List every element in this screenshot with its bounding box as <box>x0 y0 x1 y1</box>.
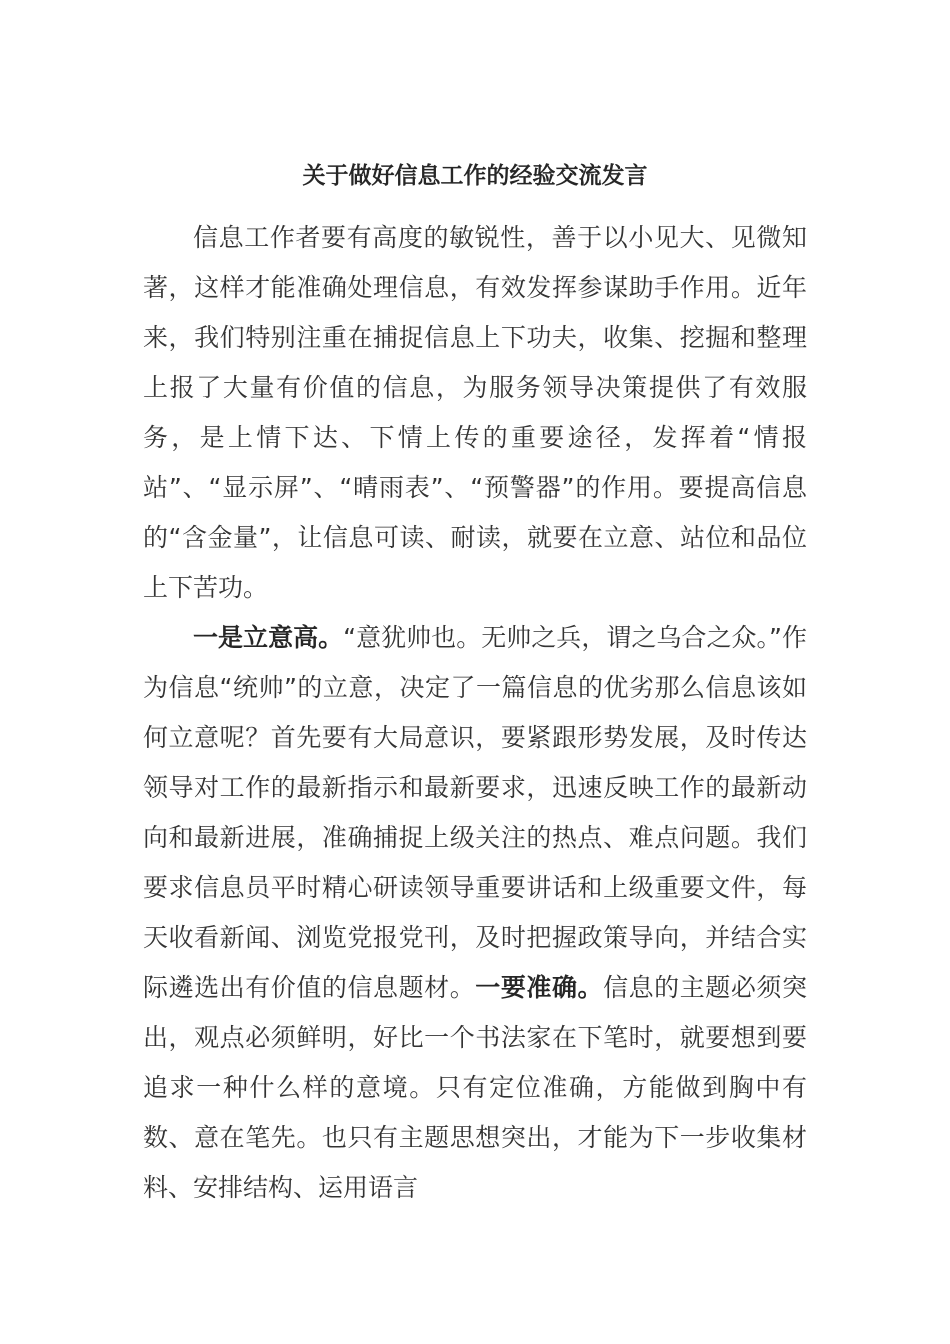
document-body <box>143 213 807 1213</box>
bold-lead-zhunque: 一要准确。 <box>475 973 604 1002</box>
document-title: 关于做好信息工作的经验交流发言 <box>302 163 648 189</box>
paragraph-intro: 信息工作者要有高度的敏锐性，善于以小见大、见微知著，这样才能准确处理信息，有效发挥参谋助手作用。近年来，我们特别注重在捕捉信息上下功夫，收集、挖掘和整理上报了大量有价值的信息，为服务领导决策提供了有效服务，是上情下达、下情上传的重要途径，发挥着“情报站”、“显示屏”、“晴雨表”、“预警器”的作用。要提高信息的“含金量”，让信息可读、耐读，就要在立意、站位和品位上下苦功。 <box>143 223 807 602</box>
bold-lead-lier-gao: 一是立意高。 <box>193 623 344 652</box>
paragraph-text-zhunque: 信息的主题必须突出，观点必须鲜明，好比一个书法家在下笔时，就要想到要追求一种什么样的意境。只有定位准确，方能做到胸中有数、意在笔先。也只有主题思想突出，才能为下一步收集材料、安排结构、运用语言 <box>143 973 807 1202</box>
paragraph-text-lier-gao: “意犹帅也。无帅之兵，谓之乌合之众。”作为信息“统帅”的立意，决定了一篇信息的优劣那么信息该如何立意呢？首先要有大局意识，要紧跟形势发展，及时传达领导对工作的最新指示和最新要求，迅速反映工作的最新动向和最新进展，准确捕捉上级关注的热点、难点问题。我们要求信息员平时精心研读领导重要讲话和上级重要文件，每天收看新闻、浏览党报党刊，及时把握政策导向，并结合实际遴选出有价值的信息题材。 <box>143 623 807 1002</box>
paragraph-point-one <box>143 613 807 1213</box>
